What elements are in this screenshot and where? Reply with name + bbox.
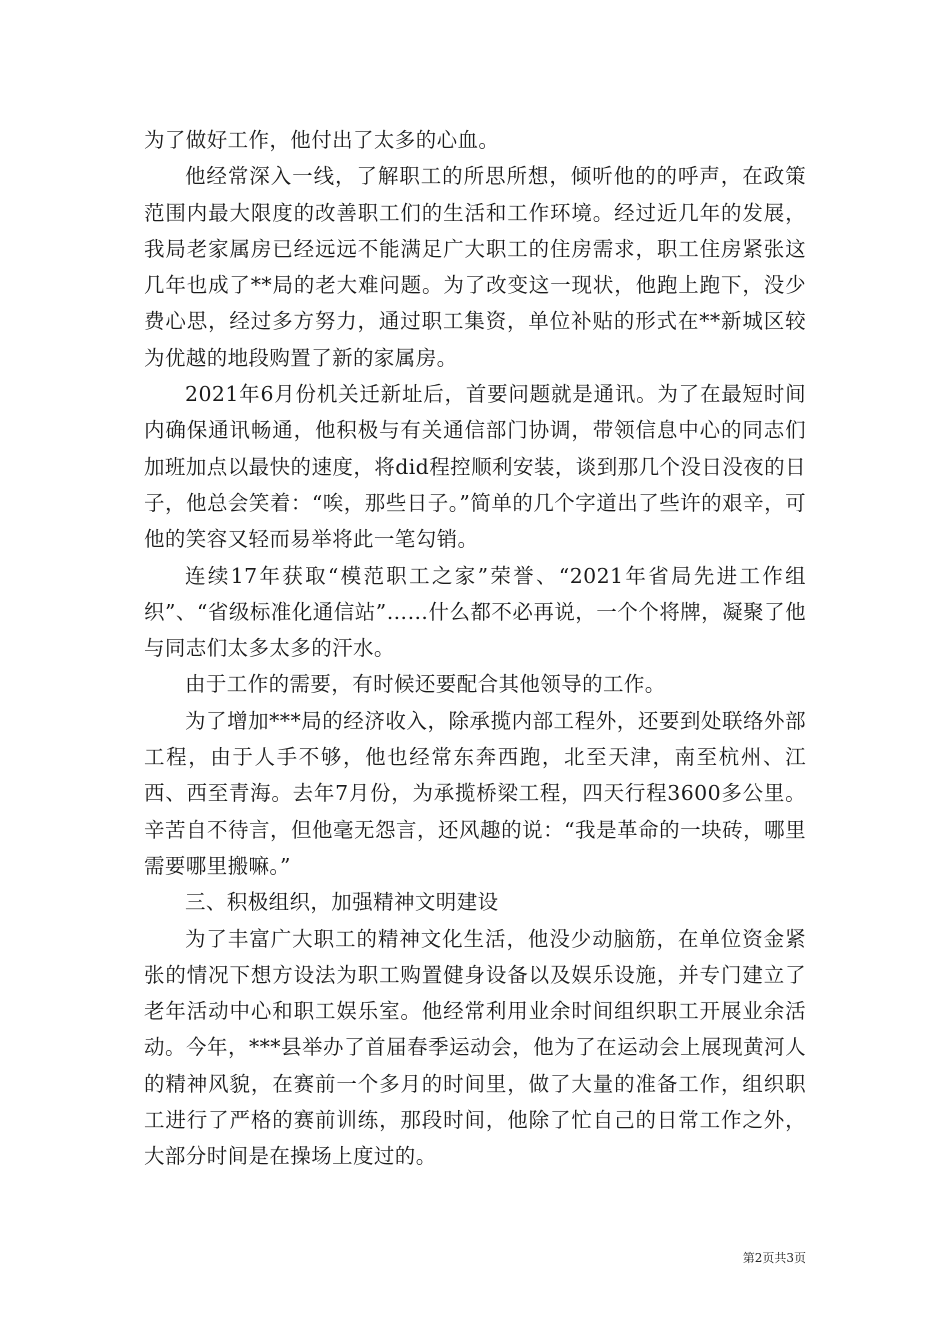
paragraph-continuation: 为了做好工作，他付出了太多的心血。 [144, 128, 500, 152]
paragraph-cooperation: 由于工作的需要，有时候还要配合其他领导的工作。 [185, 672, 666, 697]
section-heading: 三、积极组织，加强精神文明建设 [185, 890, 499, 915]
paragraph-economic-income: 为了增加***局的经济收入，除承揽内部工程外，还要到处联络外部工程，由于人手不够，他也经常东奔西跑，北至天津，南至杭州、江西、西至青海。去年7月份，为承揽桥梁工程，四天行程3600多公里。辛苦自不待言，但他毫无怨言，还风趣的说：“我是革命的一块砖，哪里需要哪里搬嘛。” [144, 708, 806, 878]
paragraph-communications: 2021年6月份机关迁新址后，首要问题就是通讯。为了在最短时间内确保通讯畅通，他积极与有关通信部门协调，带领信息中心的同志们加班加点以最快的速度，将did程控顺利安装，谈到那几个没日没夜的日子，他总会笑着：“唉，那些日子。”简单的几个字道出了些许的艰辛，可他的笑容又轻而易举将此一笔勾销。 [144, 382, 806, 552]
page-number: 第2页共3页 [742, 1251, 806, 1265]
paragraph-housing: 他经常深入一线，了解职工的所思所想，倾听他的的呼声，在政策范围内最大限度的改善职工们的生活和工作环境。经过近几年的发展，我局老家属房已经远远不能满足广大职工的住房需求，职工住房紧张这几年也成了**局的老大难问题。为了改变这一现状，他跑上跑下，没少费心思，经过多方努力，通过职工集资，单位补贴的形式在**新城区较为优越的地段购置了新的家属房。 [144, 164, 806, 370]
paragraph-cultural-life: 为了丰富广大职工的精神文化生活，他没少动脑筋，在单位资金紧张的情况下想方设法为职工购置健身设备以及娱乐设施，并专门建立了老年活动中心和职工娱乐室。他经常利用业余时间组织职工开展业余活动。今年，***县举办了首届春季运动会，他为了在运动会上展现黄河人的精神风貌，在赛前一个多月的时间里，做了大量的准备工作，组织职工进行了严格的赛前训练，那段时间，他除了忙自己的日常工作之外，大部分时间是在操场上度过的。 [144, 926, 806, 1169]
paragraph-honors: 连续17年获取“模范职工之家”荣誉、“2021年省局先进工作组织”、“省级标准化通信站”……什么都不必再说，一个个将牌，凝聚了他与同志们太多太多的汗水。 [144, 563, 806, 661]
document-body [144, 122, 806, 1175]
